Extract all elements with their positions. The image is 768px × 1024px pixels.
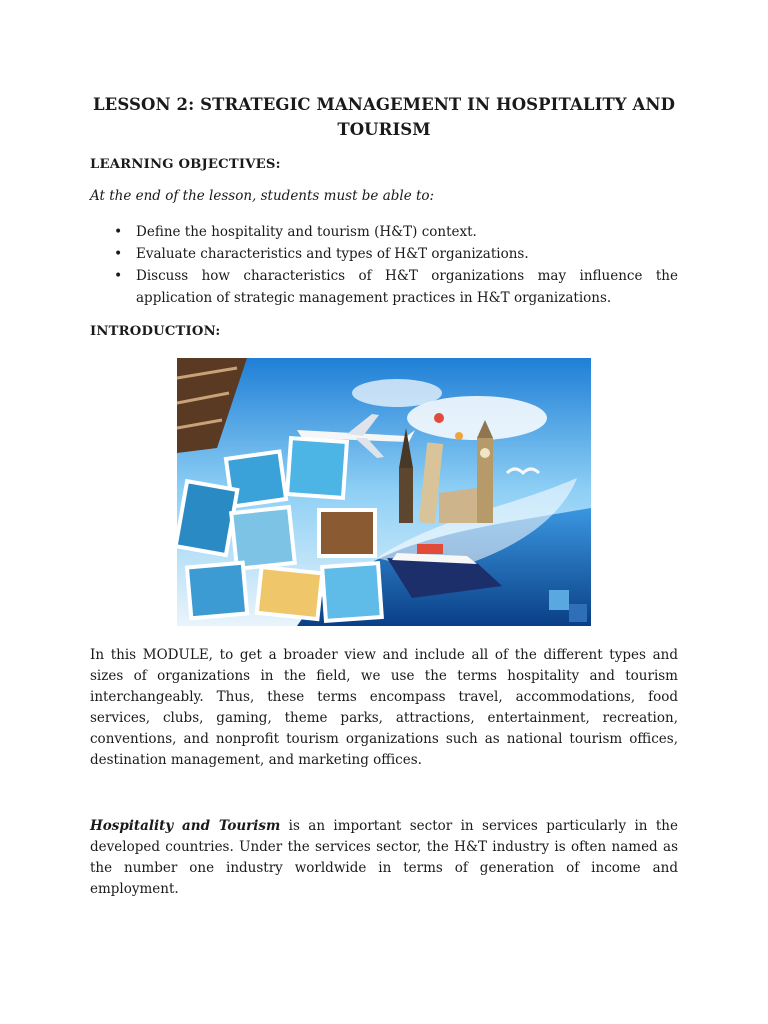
- objectives-intro: At the end of the lesson, students must be able to:: [90, 188, 435, 204]
- intro-paragraph: In this MODULE, to get a broader view and include all of the different types and sizes of organizations in the field, we use the terms hospitality and tourism interchangeably. Thus, these terms encompass travel, accommodations, food services, clubs, gaming, theme parks, attractions, entertainment, recreation, conventions, and nonprofit tourism organizations such as national tourism offices, destination management, and marketing offices.: [90, 647, 678, 768]
- objectives-list: [90, 221, 678, 309]
- objective-item: • Define the hospitality and tourism (H&T) context.: [90, 221, 678, 243]
- learning-objectives-heading: LEARNING OBJECTIVES:: [90, 157, 281, 172]
- ht-paragraph: [90, 816, 678, 900]
- objective-item: • Discuss how characteristics of H&T organizations may influence the application of strategic management practices in H&T organizations.: [90, 265, 678, 309]
- collage-illustration: [177, 358, 591, 626]
- ht-paragraph-text: is an important sector in services particularly in the developed countries. Under the services sector, the H&T industry is often named as the number one industry worldwide in terms of generation of income and employment.: [90, 818, 678, 897]
- introduction-heading: INTRODUCTION:: [90, 324, 221, 339]
- lesson-title: LESSON 2: STRATEGIC MANAGEMENT IN HOSPITALITY AND TOURISM: [92, 95, 675, 139]
- travel-collage-image: [177, 358, 591, 626]
- objective-item: • Evaluate characteristics and types of H&T organizations.: [90, 243, 678, 265]
- ht-term: Hospitality and Tourism: [90, 818, 281, 834]
